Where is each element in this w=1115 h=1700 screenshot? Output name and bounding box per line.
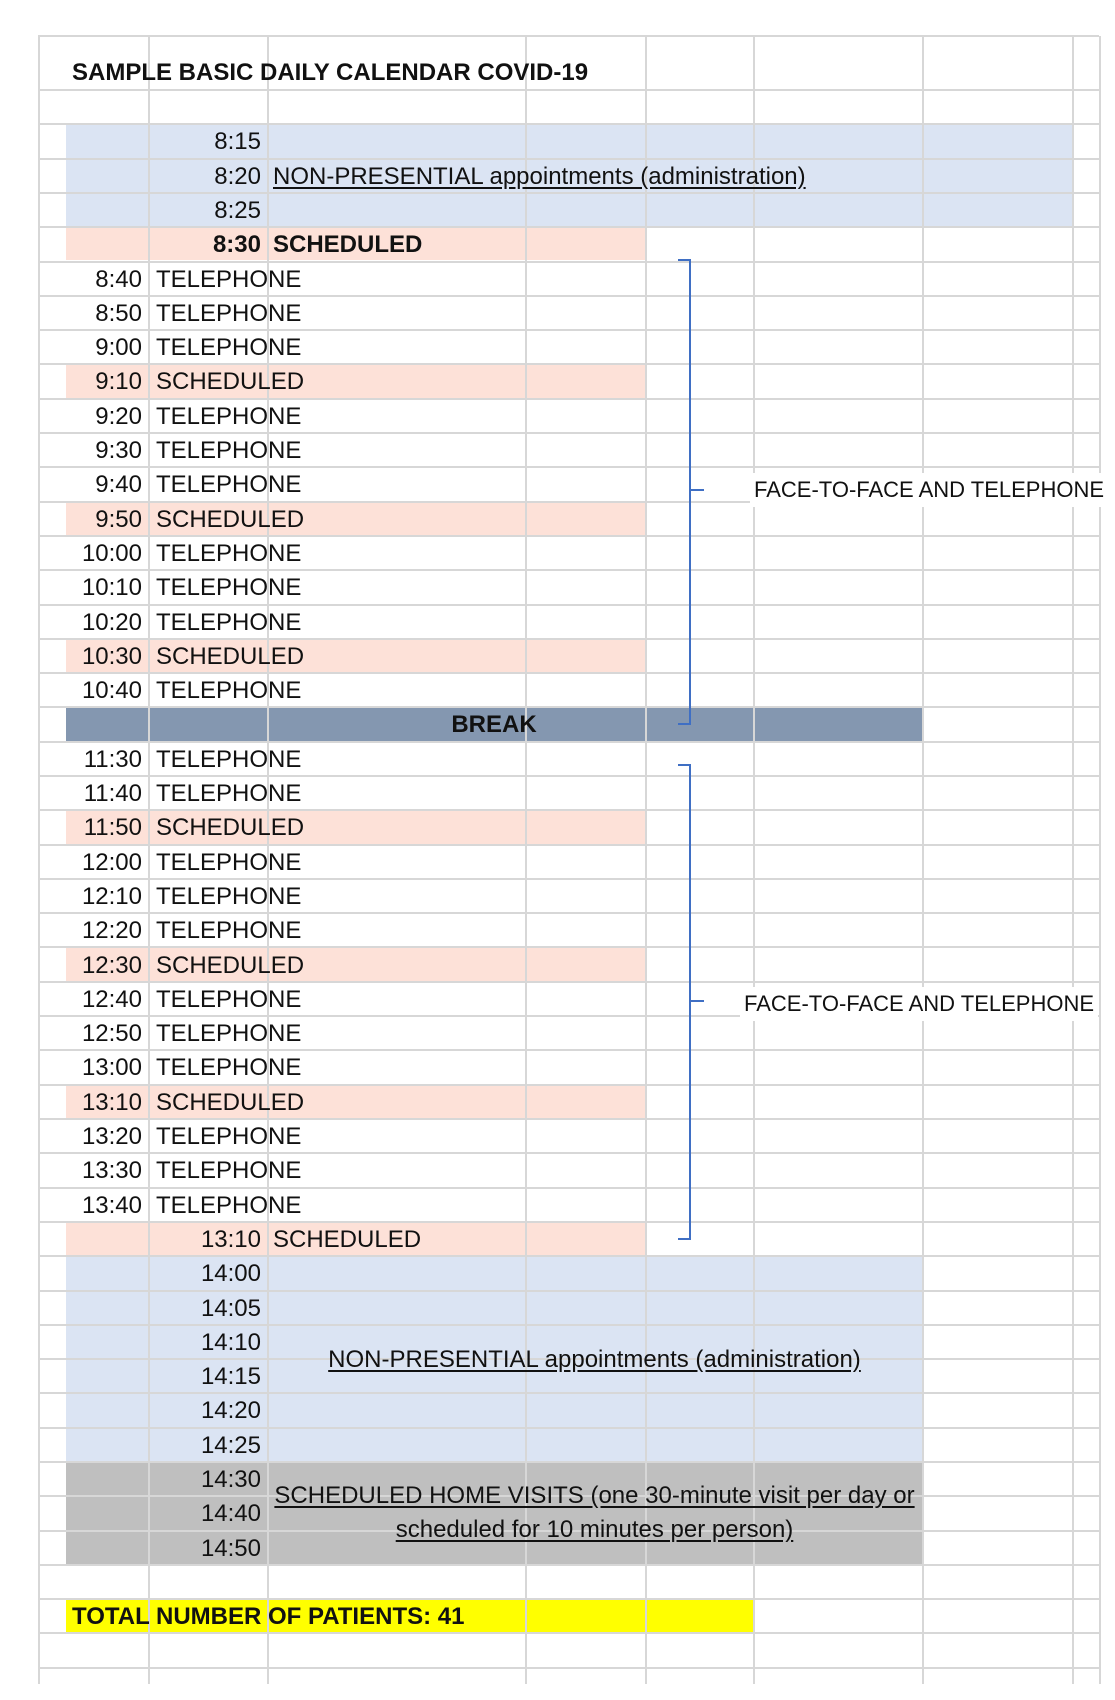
slot-label: TELEPHONE xyxy=(156,848,302,876)
slot-time: 9:40 xyxy=(95,471,142,499)
morning-admin-label: NON-PRESENTIAL appointments (administration) xyxy=(273,162,806,190)
slot-time: 12:00 xyxy=(81,848,142,876)
slot-time: 12:10 xyxy=(81,882,142,910)
midday-brace xyxy=(676,763,706,1243)
slot-time: 11:30 xyxy=(83,745,142,773)
slot-label: TELEPHONE xyxy=(156,402,302,430)
slot-label: SCHEDULED xyxy=(156,505,305,533)
grid-column-line xyxy=(645,36,647,1684)
slot-label: TELEPHONE xyxy=(156,1123,302,1150)
slot-time: 11:40 xyxy=(83,780,142,807)
slot-time: 10:00 xyxy=(81,539,142,567)
slot-label: SCHEDULED xyxy=(273,231,423,259)
midday-brace-path xyxy=(678,765,704,1239)
slot-time: 10:10 xyxy=(81,574,142,602)
admin-time: 8:15 xyxy=(214,128,261,156)
slot-label: TELEPHONE xyxy=(156,299,302,327)
total-patients: TOTAL NUMBER OF PATIENTS: 41 xyxy=(72,1603,465,1631)
slot-time: 12:20 xyxy=(81,917,142,945)
slot-label: TELEPHONE xyxy=(156,1191,302,1219)
slot-label: TELEPHONE xyxy=(156,677,302,705)
scheduled-fill xyxy=(66,501,645,535)
slot-label: SCHEDULED xyxy=(156,814,305,842)
slot-time: 13:00 xyxy=(81,1054,142,1082)
admin-time: 14:05 xyxy=(200,1294,261,1322)
scheduled-fill xyxy=(66,809,645,843)
slot-label: TELEPHONE xyxy=(156,745,302,773)
slot-time: 12:50 xyxy=(81,1020,142,1048)
home-visit-time: 14:30 xyxy=(200,1466,261,1493)
slot-label: SCHEDULED xyxy=(156,1088,305,1116)
admin-time: 14:20 xyxy=(200,1397,261,1425)
slot-label: TELEPHONE xyxy=(156,917,302,945)
admin-time: 14:15 xyxy=(200,1363,261,1391)
slot-time: 9:50 xyxy=(95,505,142,533)
slot-label: SCHEDULED xyxy=(156,368,305,396)
slot-time: 11:50 xyxy=(83,814,142,842)
admin-time: 14:10 xyxy=(200,1328,261,1356)
slot-time: 13:20 xyxy=(81,1123,142,1150)
scheduled-fill xyxy=(66,638,645,672)
slot-time: 12:30 xyxy=(81,951,142,979)
admin-time: 8:20 xyxy=(214,162,261,190)
slot-time: 12:40 xyxy=(81,985,142,1013)
morning-note: FACE-TO-FACE AND TELEPHONE xyxy=(750,473,1108,507)
scheduled-fill xyxy=(66,947,645,981)
grid-row-line xyxy=(38,1667,1099,1669)
slot-label: TELEPHONE xyxy=(156,265,302,293)
admin-time: 8:25 xyxy=(214,196,261,224)
admin-time: 14:25 xyxy=(200,1431,261,1459)
slot-label: TELEPHONE xyxy=(156,608,302,636)
page-title: SAMPLE BASIC DAILY CALENDAR COVID-19 xyxy=(72,59,589,86)
slot-time: 8:30 xyxy=(212,231,261,259)
break-label: BREAK xyxy=(451,711,537,739)
slot-label: TELEPHONE xyxy=(156,574,302,602)
slot-label: TELEPHONE xyxy=(156,539,302,567)
slot-time: 9:20 xyxy=(95,402,142,430)
slot-label: TELEPHONE xyxy=(156,780,302,807)
home-visits-line-2: scheduled for 10 minutes per person) xyxy=(395,1516,794,1544)
admin-time: 14:00 xyxy=(200,1260,261,1288)
slot-label: TELEPHONE xyxy=(156,1157,302,1185)
slot-time: 9:00 xyxy=(95,334,142,362)
slot-label: TELEPHONE xyxy=(156,882,302,910)
slot-label: TELEPHONE xyxy=(156,1020,302,1048)
grid-column-line xyxy=(922,36,924,1684)
slot-time: 8:40 xyxy=(95,265,142,293)
morning-brace xyxy=(676,258,706,728)
grid-column-line xyxy=(1099,36,1101,1684)
morning-brace-path xyxy=(678,260,704,724)
slot-label: SCHEDULED xyxy=(273,1225,422,1253)
scheduled-fill xyxy=(66,1084,645,1118)
grid-column-line xyxy=(525,36,527,1684)
slot-time: 13:10 xyxy=(81,1088,142,1116)
scheduled-fill xyxy=(66,363,645,397)
afternoon-admin-label: NON-PRESENTIAL appointments (administration) xyxy=(328,1345,861,1373)
slot-label: TELEPHONE xyxy=(156,437,302,464)
slot-label: TELEPHONE xyxy=(156,985,302,1013)
slot-time: 9:30 xyxy=(95,437,142,464)
home-visit-time: 14:40 xyxy=(200,1500,261,1528)
slot-label: SCHEDULED xyxy=(156,951,305,979)
slot-label: SCHEDULED xyxy=(156,642,305,670)
home-visits-line-1: SCHEDULED HOME VISITS (one 30-minute visit per day or xyxy=(274,1482,915,1509)
grid-column-line xyxy=(1072,36,1074,1684)
slot-time: 10:20 xyxy=(81,608,142,636)
slot-time: 13:30 xyxy=(81,1157,142,1185)
home-visit-time: 14:50 xyxy=(200,1534,261,1562)
grid-row-line xyxy=(38,35,1099,37)
slot-label: TELEPHONE xyxy=(156,1054,302,1082)
slot-time: 10:40 xyxy=(81,677,142,705)
grid-column-line xyxy=(753,36,755,1684)
slot-label: TELEPHONE xyxy=(156,471,302,499)
slot-time: 13:40 xyxy=(81,1191,142,1219)
slot-time: 8:50 xyxy=(95,299,142,327)
slot-time: 9:10 xyxy=(95,368,142,396)
midday-note: FACE-TO-FACE AND TELEPHONE xyxy=(740,987,1098,1021)
slot-time: 10:30 xyxy=(81,642,142,670)
slot-time: 13:10 xyxy=(200,1225,261,1253)
slot-label: TELEPHONE xyxy=(156,334,302,362)
